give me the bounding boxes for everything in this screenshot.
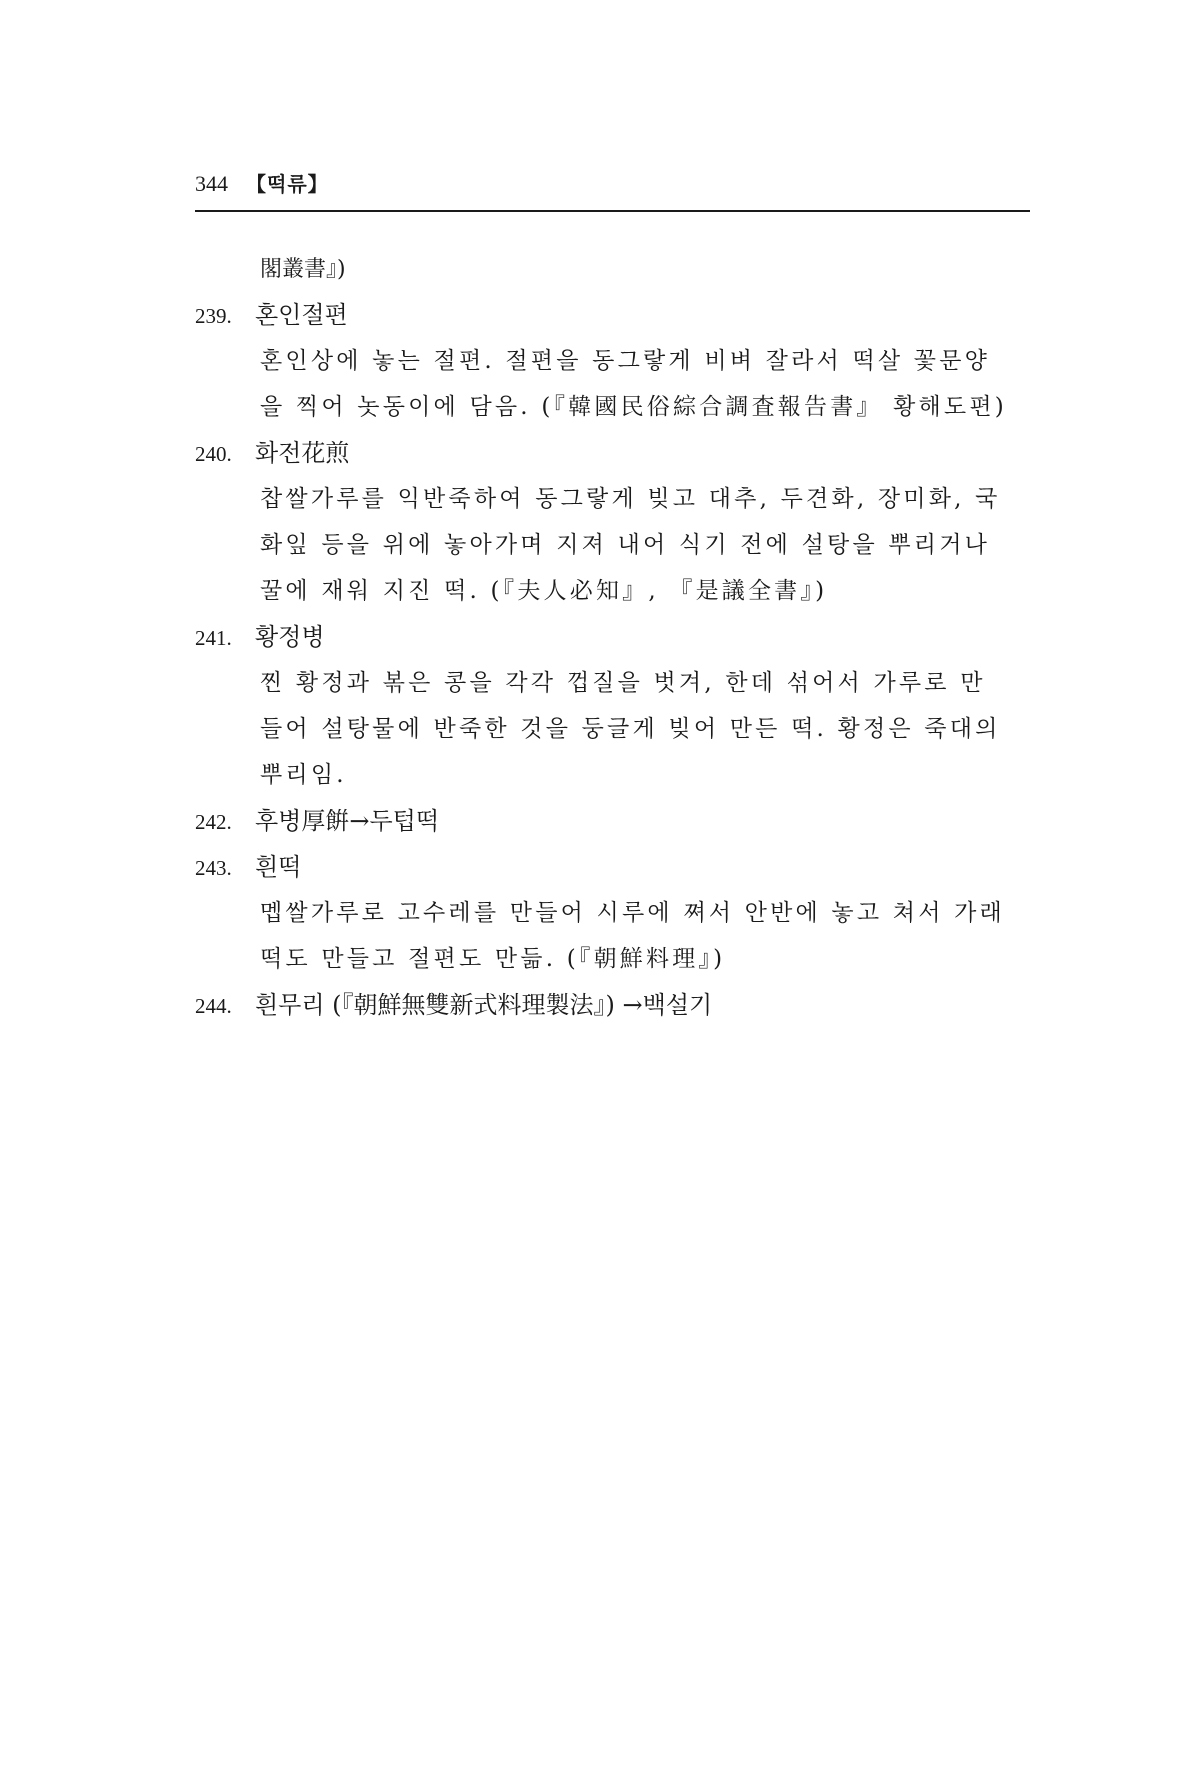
- page-header: [195, 168, 1030, 208]
- entry-list: [195, 292, 1030, 1028]
- entry-item: [195, 798, 1030, 844]
- continuation-line: 閣叢書』): [260, 257, 346, 282]
- definition-line: 꿀에 재워 지진 떡. (『夫人必知』, 『是議全書』): [260, 578, 828, 604]
- entry-heading: [195, 982, 1030, 1028]
- entry-item: [195, 844, 1030, 982]
- definition-line: 혼인상에 놓는 절편. 절편을 동그랗게 비벼 잘라서 떡살 꽃문양: [260, 348, 991, 374]
- definition-line: 들어 설탕물에 반죽한 것을 둥글게 빚어 만든 떡. 황정은 죽대의: [260, 716, 1001, 742]
- entry-term: 화전花煎: [255, 439, 350, 467]
- definition-line: 떡도 만들고 절편도 만듦. (『朝鮮料理』): [260, 946, 726, 972]
- header-rule: [195, 210, 1030, 212]
- entry-number: 241.: [195, 626, 232, 650]
- entry-term: 혼인절편: [255, 301, 348, 329]
- definition-line: 찹쌀가루를 익반죽하여 동그랗게 빚고 대추, 두견화, 장미화, 국: [260, 486, 1001, 512]
- entry-item: [195, 430, 1030, 614]
- entry-item: [195, 614, 1030, 798]
- entry-term: 후병厚餠→두텁떡: [255, 807, 440, 835]
- entry-number: 244.: [195, 994, 232, 1018]
- page-body: [195, 248, 1030, 1028]
- entry-number: 240.: [195, 442, 232, 466]
- entry-definition: [260, 476, 1030, 614]
- definition-line: 을 찍어 놋동이에 담음. (『韓國民俗綜合調査報告書』 황해도편): [260, 394, 1007, 420]
- entry-term: 흰무리 (『朝鮮無雙新式料理製法』) →백설기: [255, 991, 713, 1019]
- entry-number: 243.: [195, 856, 232, 880]
- entry-number: 242.: [195, 810, 232, 834]
- entry-heading: [195, 430, 1030, 476]
- definition-line: 멥쌀가루로 고수레를 만들어 시루에 쪄서 안반에 놓고 쳐서 가래: [260, 900, 1005, 926]
- entry-definition: [260, 338, 1030, 430]
- entry-term: 흰떡: [255, 853, 302, 881]
- definition-line: 찐 황정과 볶은 콩을 각각 껍질을 벗겨, 한데 섞어서 가루로 만: [260, 670, 986, 696]
- definition-line: 화잎 등을 위에 놓아가며 지져 내어 식기 전에 설탕을 뿌리거나: [260, 532, 991, 558]
- entry-item: [195, 982, 1030, 1028]
- entry-item: [195, 292, 1030, 430]
- entry-term: 황정병: [255, 623, 325, 651]
- section-title: 【떡류】: [246, 172, 329, 196]
- entry-heading: [195, 292, 1030, 338]
- entry-definition: [260, 660, 1030, 798]
- definition-line: 뿌리임.: [260, 762, 347, 788]
- entry-heading: [195, 614, 1030, 660]
- entry-number: 239.: [195, 304, 232, 328]
- entry-heading: [195, 798, 1030, 844]
- entry-heading: [195, 844, 1030, 890]
- page-number: 344: [195, 171, 228, 196]
- entry-definition: [260, 890, 1030, 982]
